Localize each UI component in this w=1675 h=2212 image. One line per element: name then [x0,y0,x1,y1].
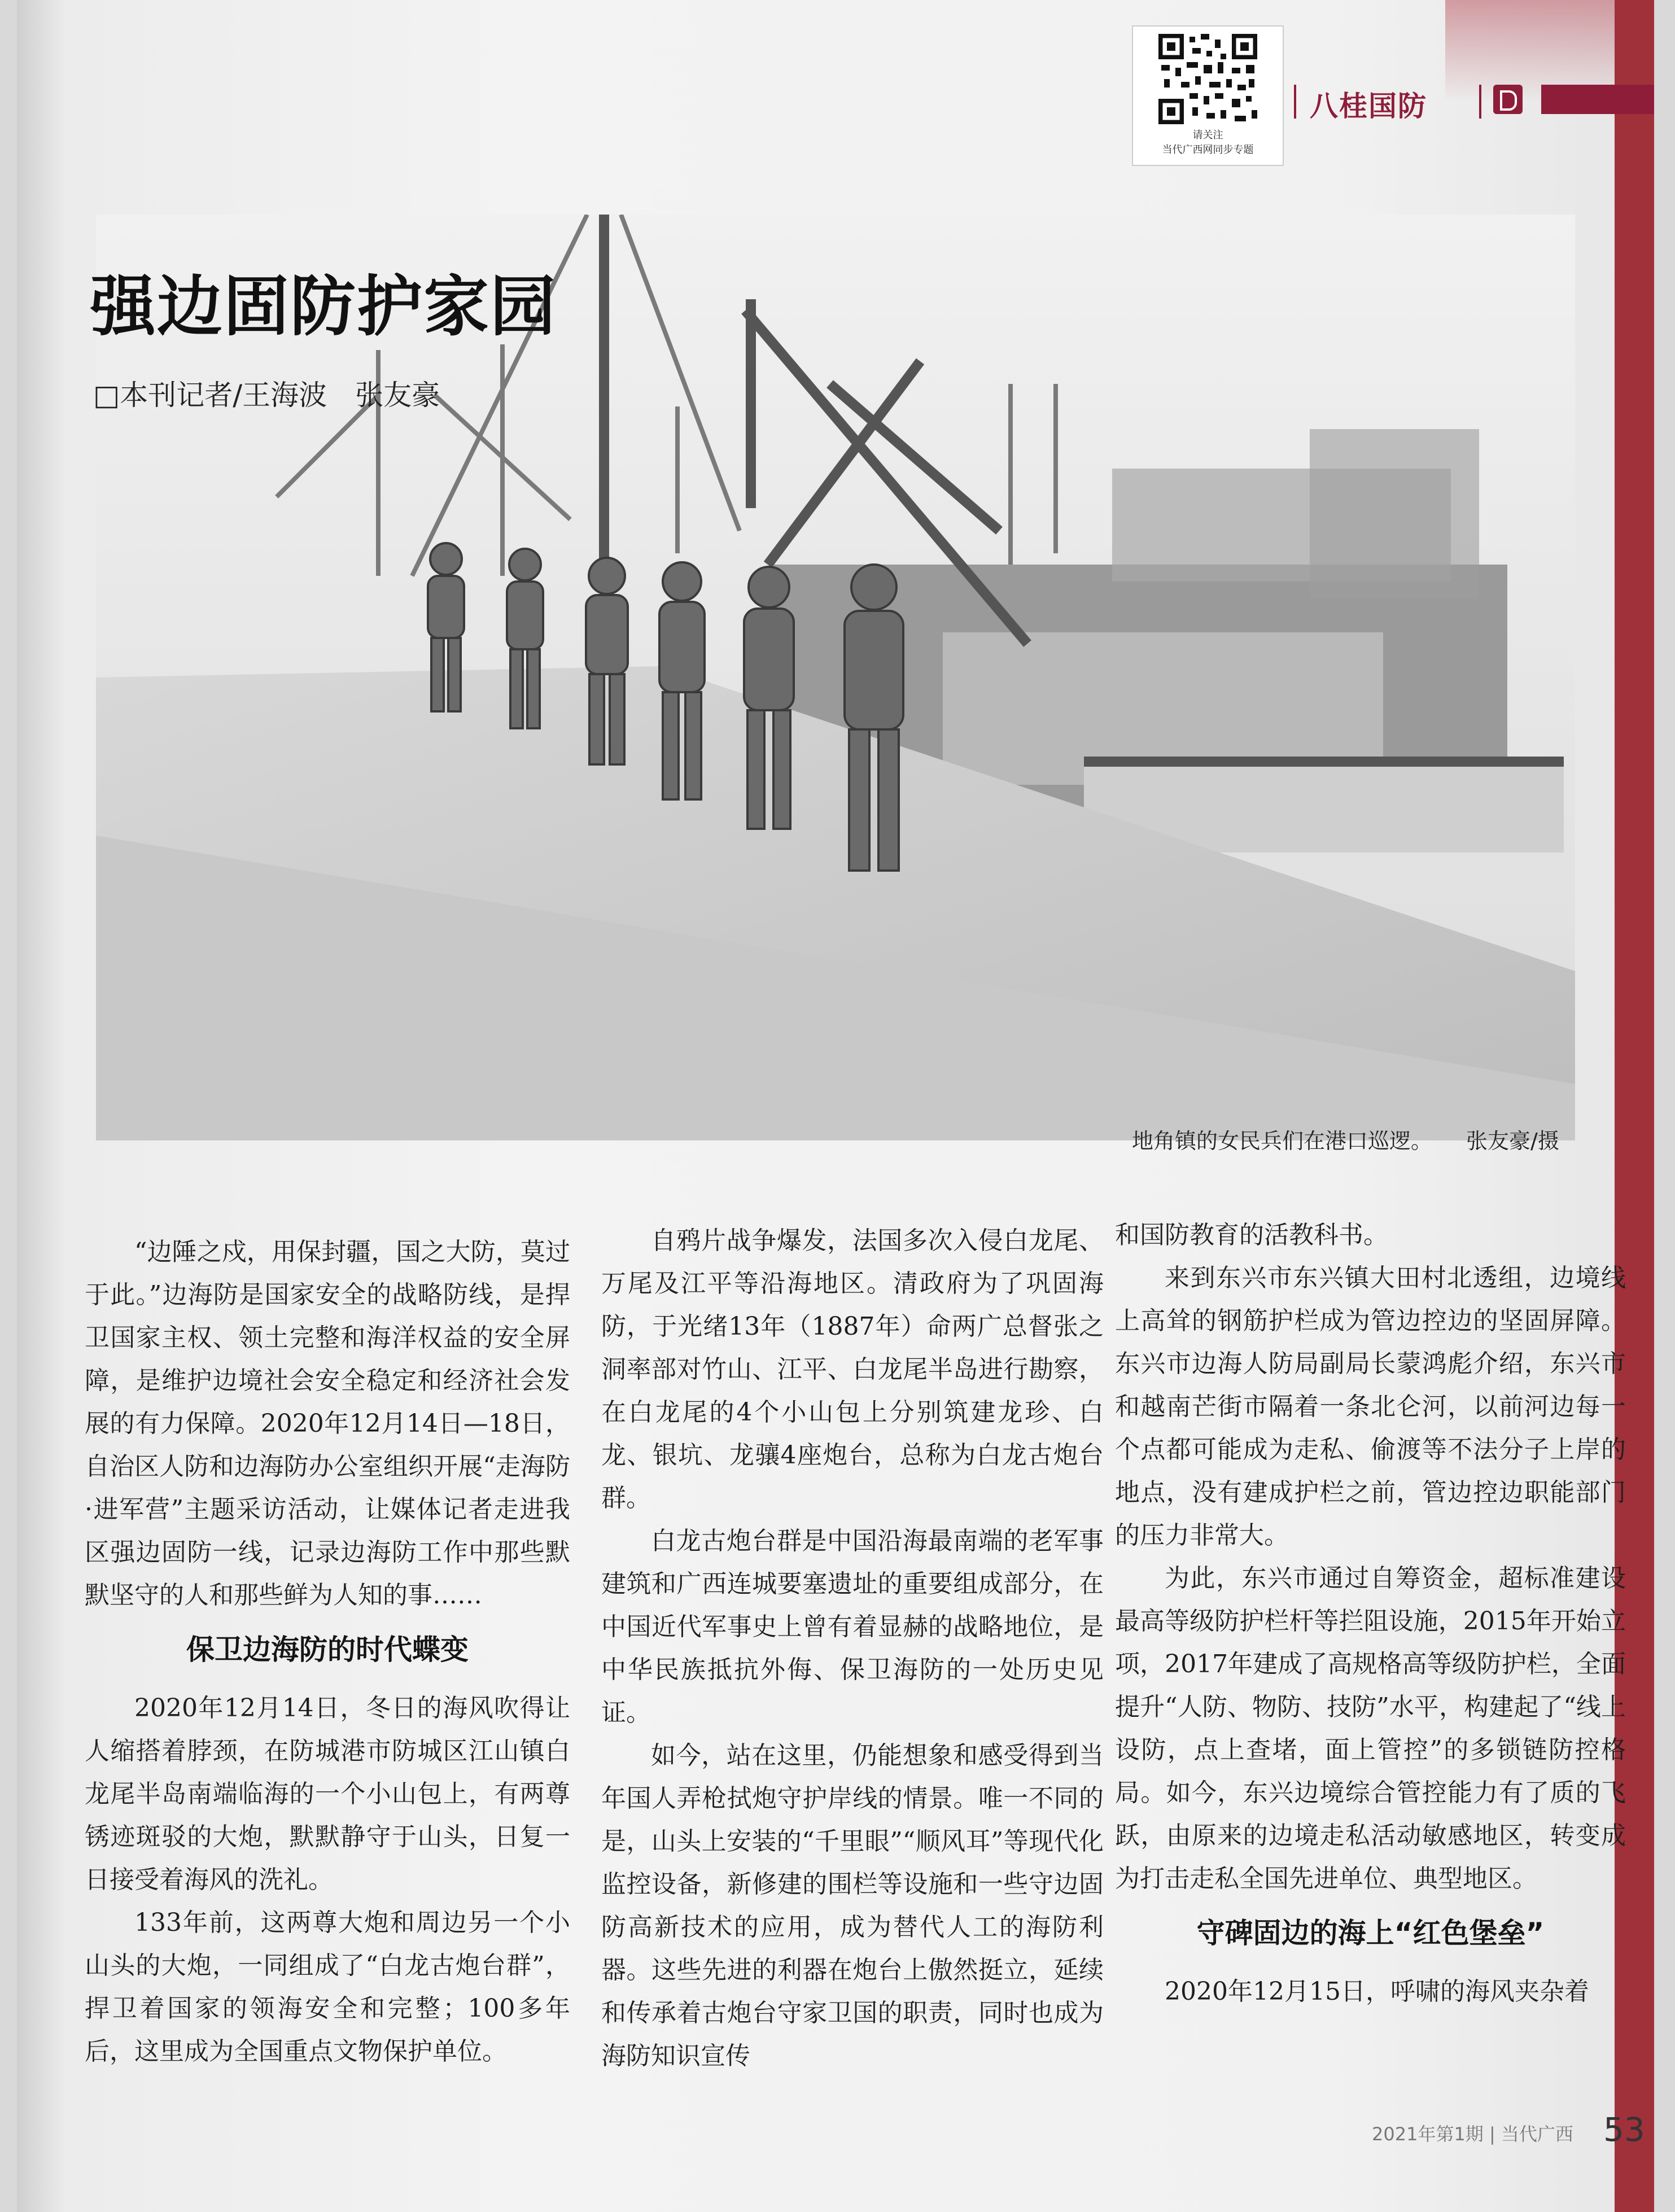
qr-caption-line2: 当代广西网同步专题 [1162,144,1254,156]
section-divider [1479,85,1481,119]
qr-code-block[interactable] [1132,25,1284,166]
page-number: 53 [1603,2110,1645,2149]
paragraph: 来到东兴市东兴镇大田村北透组，边境线上高耸的钢筋护栏成为管边控边的坚固屏障。东兴市边海人防局副局长蒙鸿彪介绍，东兴市和越南芒街市隔着一条北仑河，以前河边每一个点都可能成为走私、偷渡等不法分子上岸的地点，没有建成护栏之前，管边控边职能部门的压力非常大。 [1115,1264,1626,1550]
section-divider [1294,85,1296,119]
magazine-logo-icon [1493,85,1523,114]
subheading: 守碑固边的海上“红色堡垒” [1196,1917,1545,1949]
section-label: 八桂国防 [1310,90,1427,123]
subheading: 保卫边海防的时代蝶变 [186,1633,469,1666]
paragraph: 133年前，这两尊大炮和周边另一个小山头的大炮，一同组成了“白龙古炮台群”，捍卫着国家的领海安全和完整；100多年后，这里成为全国重点文物保护单位。 [85,1908,570,2066]
photo-credit: 张友豪/摄 [1466,1129,1559,1153]
qr-caption-line1: 请关注 [1192,129,1223,141]
patrol-photo [96,215,1575,1140]
paragraph: 2020年12月15日，呼啸的海风夹杂着 [1165,1977,1589,2006]
header-rule [1541,85,1654,114]
paragraph-continued: 和国防教育的活教科书。 [1115,1221,1388,1249]
paragraph: 白龙古炮台群是中国沿海最南端的老军事建筑和广西连城要塞遗址的重要组成部分，在中国近代军事史上曾有着显赫的战略地位，是中华民族抵抗外侮、保卫海防的一处历史见证。 [601,1527,1104,1727]
photo-caption [1132,1124,1559,1155]
body-column-1 [85,1231,570,2073]
photo-caption-text: 地角镇的女民兵们在港口巡逻。 [1132,1129,1433,1153]
article-title: 强边固防护家园 [90,268,557,345]
paragraph: “边陲之戍，用保封疆，国之大防，莫过于此。”边海防是国家安全的战略防线，是捍卫国家主权、领土完整和海洋权益的安全屏障，是维护边境社会安全稳定和经济社会发展的有力保障。2020年12月14日—18日，自治区人防和边海防办公室组织开展“走海防·进军营”主题采访活动，让媒体记者走进我区强边固防一线，记录边海防工作中那些默默坚守的人和那些鲜为人知的事…… [85,1238,570,1610]
body-column-3 [1115,1214,1626,2013]
issue-footer: 2021年第1期 | 当代广西 [1372,2123,1573,2145]
article-byline: □本刊记者/王海波 张友豪 [93,379,440,412]
paragraph: 为此，东兴市通过自筹资金，超标准建设最高等级防护栏杆等拦阻设施，2015年开始立项，2017年建成了高规格高等级防护栏，全面提升“人防、物防、技防”水平，构建起了“线上设防，点上查堵，面上管控”的多锁链防控格局。如今，东兴边境综合管控能力有了质的飞跃，由原来的边境走私活动敏感地区，转变成为打击走私全国先进单位、典型地区。 [1115,1564,1626,1893]
paragraph: 自鸦片战争爆发，法国多次入侵白龙尾、万尾及江平等沿海地区。清政府为了巩固海防，于光绪13年（1887年）命两广总督张之洞率部对竹山、江平、白龙尾半岛进行勘察，在白龙尾的4个小山包上分别筑建龙珍、白龙、银坑、龙骧4座炮台，总称为白龙古炮台群。 [601,1226,1104,1512]
magazine-page [17,0,1654,2212]
qr-caption [1133,128,1283,158]
paragraph: 2020年12月14日，冬日的海风吹得让人缩搭着脖颈，在防城港市防城区江山镇白龙尾半岛南端临海的一个小山包上，有两尊锈迹斑驳的大炮，默默静守于山头，日复一日接受着海风的洗礼。 [85,1694,570,1894]
paragraph: 如今，站在这里，仍能想象和感受得到当年国人弄枪拭炮守护岸线的情景。唯一不同的是，山头上安装的“千里眼”“顺风耳”等现代化监控设备，新修建的围栏等设施和一些守边固防高新技术的应用，成为替代人工的海防利器。这些先进的利器在炮台上傲然挺立，延续和传承着古炮台守家卫国的职责，同时也成为海防知识宣传 [601,1741,1104,2070]
qr-code-icon [1156,31,1260,127]
body-column-2 [601,1219,1104,2078]
